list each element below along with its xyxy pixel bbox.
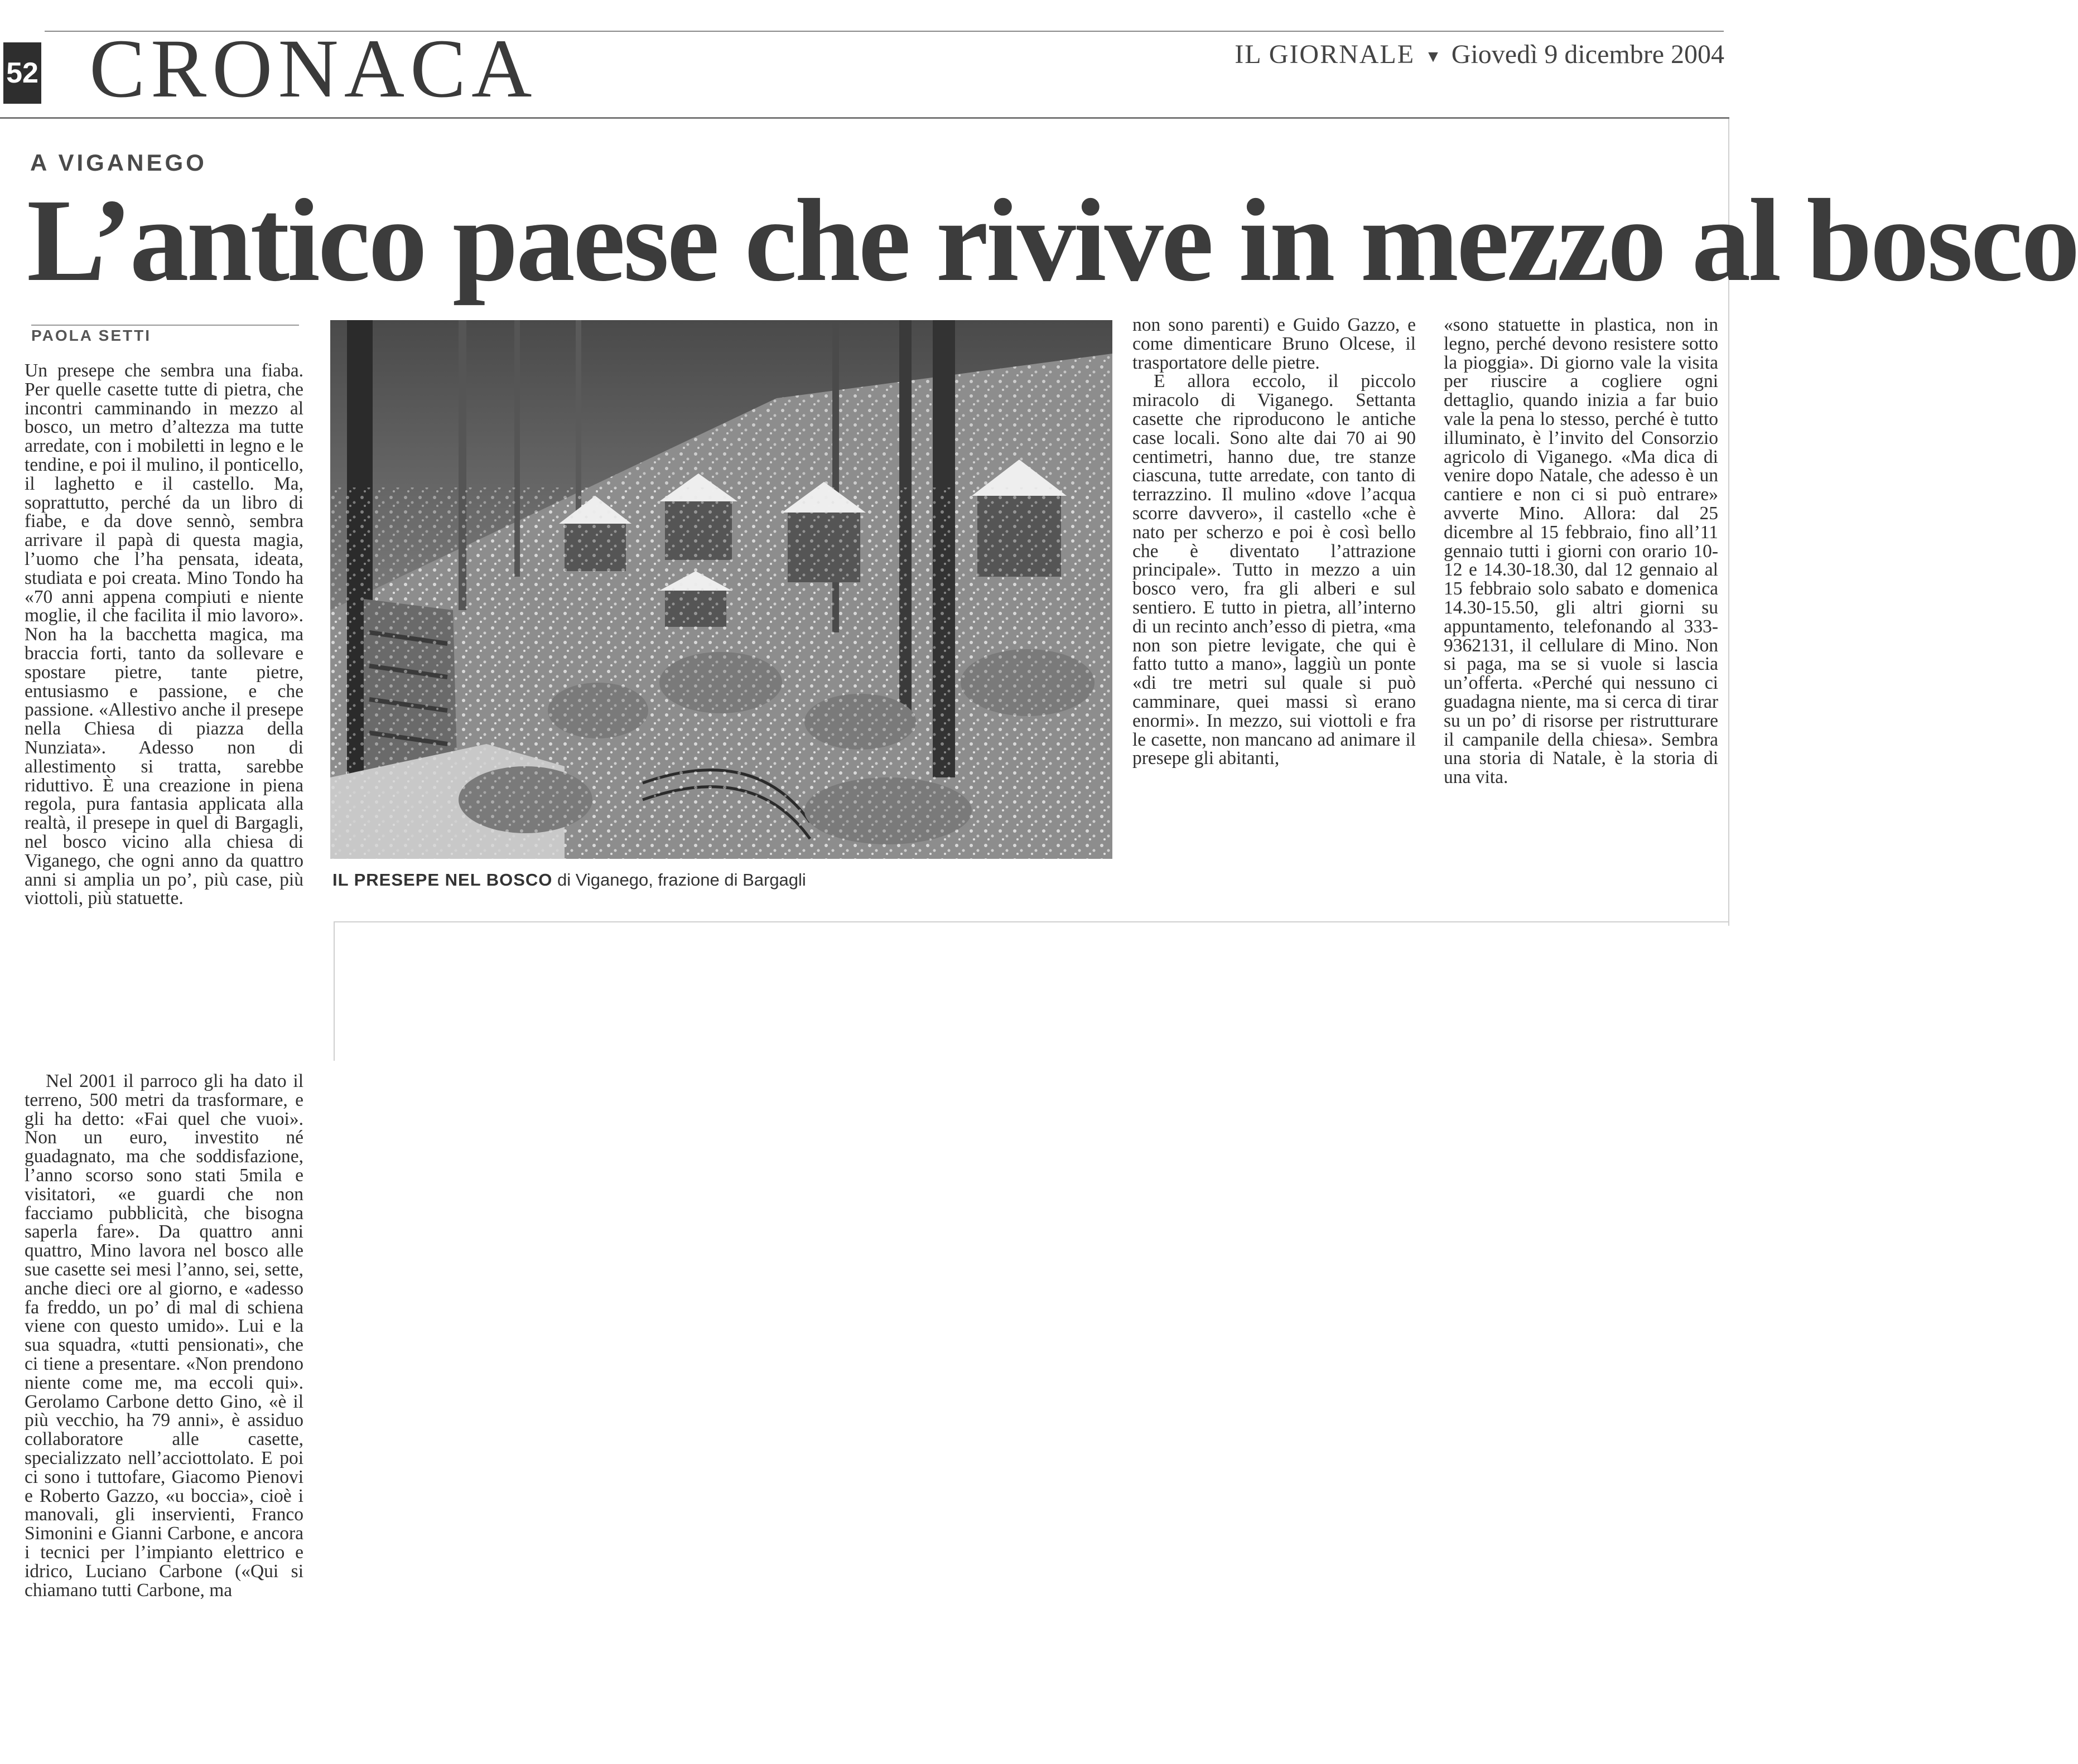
article-headline: L’antico paese che rivive in mezzo al bosco	[27, 175, 2078, 306]
clipping-edge-bottom	[335, 921, 1729, 922]
newspaper-name: IL GIORNALE	[1235, 40, 1415, 69]
photo-caption-lead: IL PRESEPE NEL BOSCO	[332, 870, 553, 890]
section-title: CRONACA	[89, 22, 538, 115]
article-kicker: A VIGANEGO	[30, 149, 207, 176]
paragraph: «sono statuette in plastica, non in legno, perché devono resistere sotto la pioggia». Di giorno vale la visita per riuscire a cogliere ogni dettaglio, quando inizia a far buio vale la pena lo stesso, perché è tutto illuminato, è l’invito del Consorzio agricolo di Viganego. «Ma dica di venire dopo Natale, che adesso è un cantiere e non ci si può entrare» avverte Mino. Allora: dal 25 dicembre al 15 febbraio, fino all’11 gennaio tutti i giorni con orario 10-12 e 14.30-18.30, dal 12 gennaio al 15 febbraio solo sabato e domenica 14.30-15.50, gli altri giorni su appuntamento, telefonando al 333-9362131, il cellulare di Mino. Non si paga, ma se si vuole si lascia un’offerta. «Perché qui nessuno ci guadagna niente, ma si cerca di tirar su un po’ di risorse per ristrutturare il campanile della chiesa». Sembra una storia di Natale, è la storia di una vita.	[1444, 315, 1718, 788]
clipping-edge-left-col	[334, 921, 335, 1061]
page-number: 52	[3, 42, 41, 104]
paragraph: Nel 2001 il parroco gli ha dato il terreno, 500 metri da trasformare, e gli ha detto: «Fai quel che vuoi». Non un euro, investito né guadagnato, ma che soddisfazione, l’anno scorso sono stati 5mila e visitatori, «e guardi che non facciamo pubblicità, che bisogna saperla fare». Da quattro anni quattro, Mino lavora nel bosco alle sue casette sei mesi l’anno, sei, sette, anche dieci ore al giorno, e «adesso fa freddo, un po’ di mal di schiena viene con questo umido». Lui e la sua squadra, «tutti pensionati», che ci tiene a presentare. «Non prendono niente come me, ma eccoli qui». Gerolamo Carbone detto Gino, «è il più vecchio, ha 79 anni», è assiduo collaboratore alle casette, specializzato nell’acciottolato. E poi ci sono i tuttofare, Giacomo Pienovi e Roberto Gazzo, «u boccia», cioè i manovali, gli inservienti, Franco Simonini e Gianni Carbone, e ancora i tecnici per l’impianto elettrico e idrico, Luciano Carbone («Qui si chiamano tutti Carbone, ma	[25, 1071, 303, 1601]
publication-date: Giovedì 9 dicembre 2004	[1451, 40, 1724, 69]
snowy-nativity-village-photo	[330, 320, 1112, 859]
paragraph: non sono parenti) e Guido Gazzo, e come dimenticare Bruno Olcese, il trasportatore delle pietre.	[1132, 315, 1416, 373]
paragraph: E allora eccolo, il piccolo miracolo di Viganego. Settanta casette che riproducono le antiche case locali. Sono alte dai 70 ai 90 centimetri, hanno due, tre stanze ciascuna, tutte arredate, con tanto di terrazzino. Il mulino «dove l’acqua scorre davvero», il castello «che è nato per scherzo e poi è così bello che è diventato l’attrazione principale». Tutto in mezzo a uin bosco vero, fra gli alberi e sul sentiero. E tutto in pietra, all’interno di un recinto anch’esso di pietra, «ma non son pietre levigate, che qui è fatto tutto a mano», laggiù un ponte «di tre metri sul quale si può camminare, quei massi sì erano enormi». In mezzo, sui viottoli e fra le casette, non mancano ad animare il presepe gli abitanti,	[1132, 371, 1416, 769]
triangle-separator-icon: ▼	[1425, 47, 1441, 66]
article-photo	[330, 320, 1112, 859]
article-column-2	[25, 1072, 303, 1599]
paragraph: Un presepe che sembra una fiaba. Per quelle casette tutte di pietra, che incontri camminando in mezzo al bosco, un metro d’altezza ma tutte arredate, con i mobiletti in legno e le tendine, e poi il mulino, il ponticello, il laghetto e il castello. Ma, soprattutto, perché da un libro di fiabe, e da dove sennò, sembra arrivare il papà di questa magia, l’uomo che l’ha pensata, ideata, studiata e poi creata. Mino Tondo ha «70 anni appena compiuti e niente moglie, il che facilita il mio lavoro». Non ha la bacchetta magica, ma braccia forti, tanto da sollevare e spostare pietre, tante pietre, entusiasmo e passione, e che passione. «Allestivo anche il presepe nella Chiesa di piazza della Nunziata». Adesso non di allestimento si tratta, sarebbe riduttivo. È una creazione in piena regola, pura fantasia applicata alla realtà, il presepe in quel di Bargagli, nel bosco vicino alla chiesa di Viganego, che ogni anno da quattro anni si amplia un po’, più case, più viottoli, più statuette.	[25, 360, 303, 909]
article-column-1	[25, 361, 303, 908]
article-column-3	[1132, 316, 1416, 768]
masthead	[1235, 39, 1724, 70]
masthead-bottom-rule	[0, 117, 1729, 119]
photo-caption	[332, 870, 806, 890]
photo-caption-text: di Viganego, frazione di Bargagli	[552, 870, 806, 890]
article-byline: PAOLA SETTI	[31, 327, 151, 344]
byline-rule	[31, 325, 299, 326]
article-column-4	[1444, 316, 1718, 787]
